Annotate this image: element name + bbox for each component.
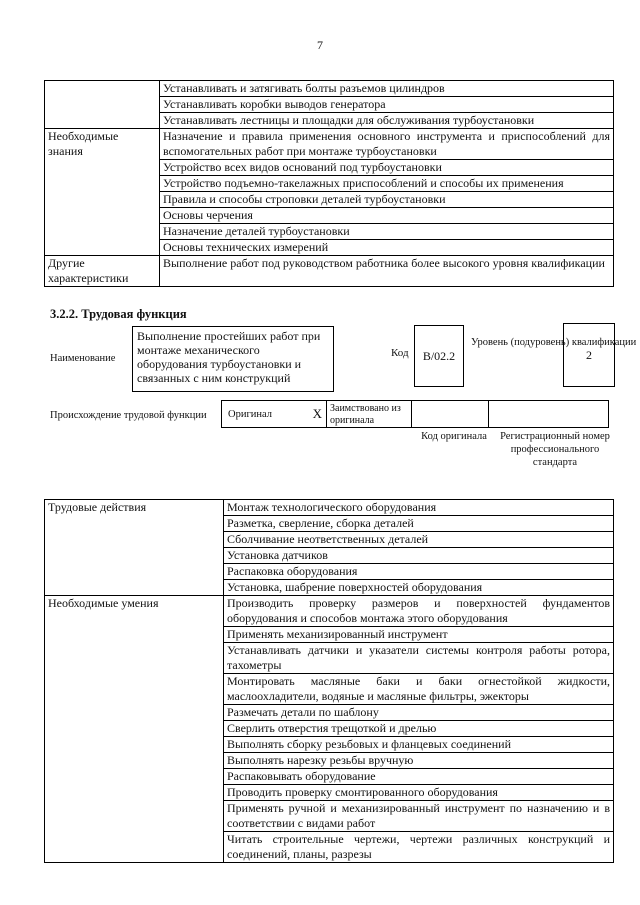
origin-reg-caption: Регистрационный номер профессионального стандарта bbox=[500, 431, 610, 468]
row-item: Устанавливать и затягивать болты разъемов цилиндров bbox=[160, 81, 614, 97]
section-title: 3.2.2. Трудовая функция bbox=[50, 307, 187, 321]
row-item: Правила и способы строповки деталей турбоустановки bbox=[160, 192, 614, 208]
row-item: Проводить проверку смонтированного оборудования bbox=[224, 785, 614, 801]
row-item: Выполнение работ под руководством работника более высокого уровня квалификации bbox=[160, 256, 614, 287]
origin-code-caption: Код оригинала bbox=[421, 431, 487, 442]
row-item: Устанавливать лестницы и площадки для обслуживания турбоустановки bbox=[160, 113, 614, 129]
top-requirements-table bbox=[44, 80, 614, 287]
page-number: 7 bbox=[317, 38, 323, 52]
row-item: Устройство подъемно-такелажных приспособлений и способы их применения bbox=[160, 176, 614, 192]
row-item: Выполнять нарезку резьбы вручную bbox=[224, 753, 614, 769]
origin-reg-number-cell bbox=[488, 400, 609, 428]
row-label: Другие характеристики bbox=[45, 256, 160, 287]
origin-mark: X bbox=[312, 406, 322, 421]
origin-label: Происхождение трудовой функции bbox=[50, 410, 207, 421]
row-item: Основы черчения bbox=[160, 208, 614, 224]
row-item: Назначение деталей турбоустановки bbox=[160, 224, 614, 240]
row-item: Устройство всех видов оснований под турбоустановки bbox=[160, 160, 614, 176]
level-box: 2 bbox=[563, 323, 615, 387]
table-row bbox=[45, 596, 614, 627]
row-item: Размечать детали по шаблону bbox=[224, 705, 614, 721]
row-item: Распаковывать оборудование bbox=[224, 769, 614, 785]
row-item: Установка датчиков bbox=[224, 548, 614, 564]
name-label: Наименование bbox=[50, 353, 116, 364]
level-label: Уровень (подуровень) квалификации bbox=[471, 337, 637, 348]
row-item: Читать строительные чертежи, чертежи различных конструкций и соединений, планы, разрезы bbox=[224, 832, 614, 863]
table-row bbox=[45, 256, 614, 287]
table-row bbox=[45, 81, 614, 97]
row-item: Монтировать масляные баки и баки огнестойкой жидкости, маслоохладители, водяные и масляные фильтры, эжекторы bbox=[224, 674, 614, 705]
row-item: Основы технических измерений bbox=[160, 240, 614, 256]
bottom-requirements-table bbox=[44, 499, 614, 863]
origin-code-cell bbox=[411, 400, 489, 428]
row-item: Устанавливать датчики и указатели системы контроля работы ротора, тахометры bbox=[224, 643, 614, 674]
function-code-box: B/02.2 bbox=[414, 325, 464, 387]
row-label: Необходимые знания bbox=[45, 129, 160, 256]
row-label: Трудовые действия bbox=[45, 500, 224, 596]
table-row bbox=[45, 129, 614, 160]
row-item: Распаковка оборудования bbox=[224, 564, 614, 580]
origin-borrowed-cell: Заимствовано из оригинала bbox=[326, 400, 412, 428]
row-item: Установка, шабрение поверхностей оборудования bbox=[224, 580, 614, 596]
origin-original-label: Оригинал bbox=[228, 409, 272, 420]
row-item: Устанавливать коробки выводов генератора bbox=[160, 97, 614, 113]
function-name-box: Выполнение простейших работ при монтаже механического оборудования турбоустановки и связанных с ним конструкций bbox=[132, 326, 334, 392]
row-item: Разметка, сверление, сборка деталей bbox=[224, 516, 614, 532]
row-item: Применять ручной и механизированный инструмент по назначению и в соответствии с видами работ bbox=[224, 801, 614, 832]
origin-row bbox=[222, 400, 609, 428]
row-item: Монтаж технологического оборудования bbox=[224, 500, 614, 516]
row-item: Сболчивание неответственных деталей bbox=[224, 532, 614, 548]
code-label: Код bbox=[391, 347, 409, 359]
origin-original-cell bbox=[221, 400, 327, 428]
row-item: Выполнять сборку резьбовых и фланцевых соединений bbox=[224, 737, 614, 753]
row-label: Необходимые умения bbox=[45, 596, 224, 863]
row-label bbox=[45, 81, 160, 129]
row-item: Сверлить отверстия трещоткой и дрелью bbox=[224, 721, 614, 737]
row-item: Применять механизированный инструмент bbox=[224, 627, 614, 643]
table-row bbox=[45, 500, 614, 516]
row-item: Назначение и правила применения основного инструмента и приспособлений для вспомогательных работ при монтаже турбоустановки bbox=[160, 129, 614, 160]
row-item: Производить проверку размеров и поверхностей фундаментов оборудования и способов монтажа этого оборудования bbox=[224, 596, 614, 627]
